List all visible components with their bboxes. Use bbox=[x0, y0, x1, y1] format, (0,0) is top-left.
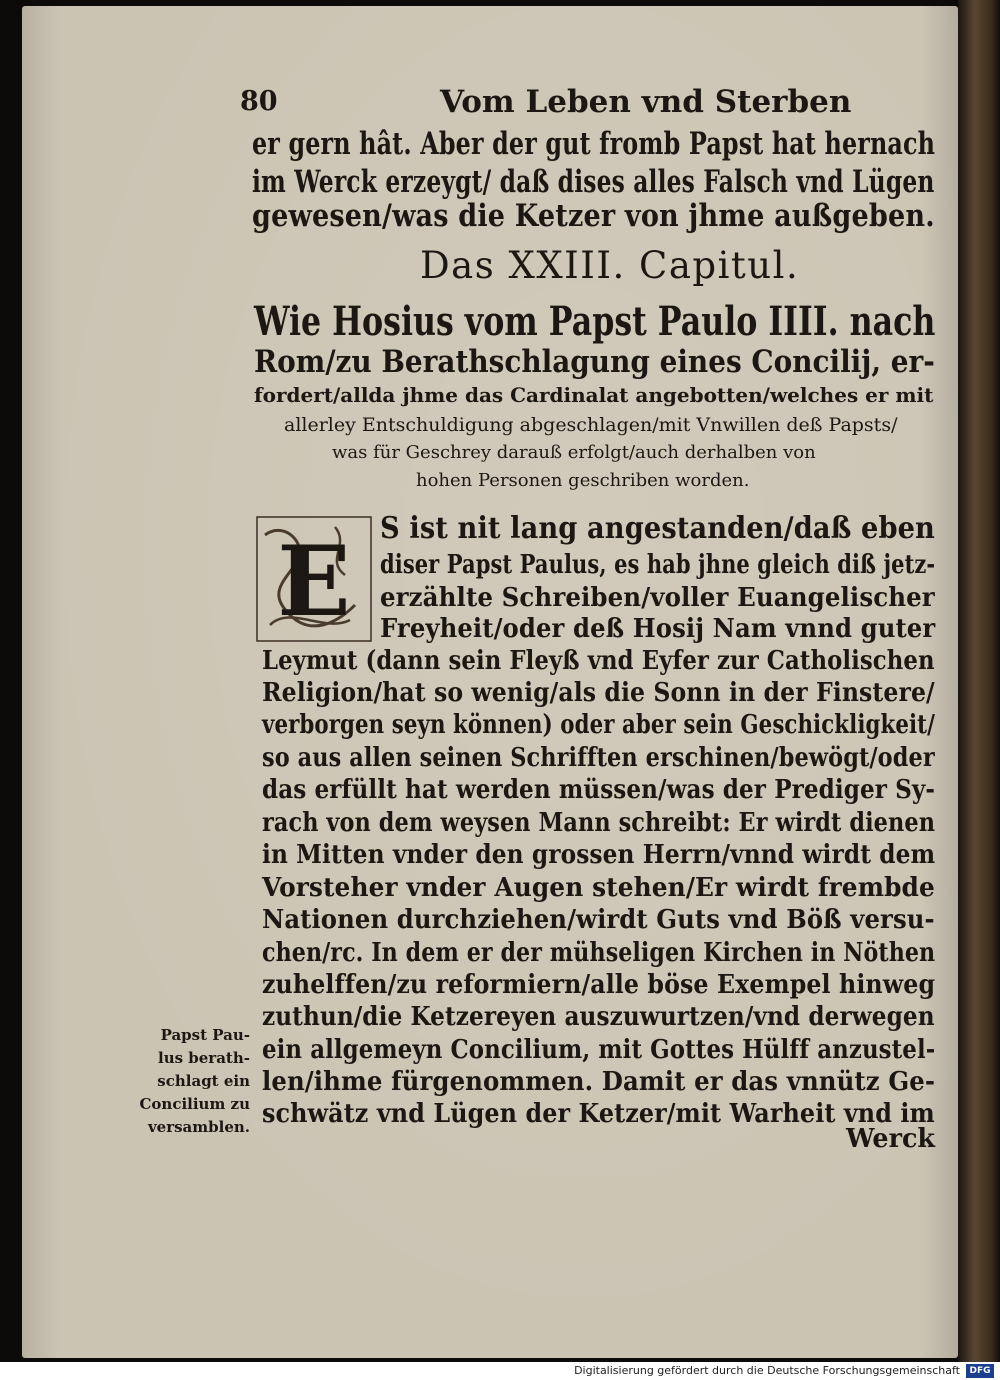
body-line: Leymut (dann sein Fleyß vnd Eyfer zur Catholischen bbox=[262, 646, 935, 676]
dfg-logo: DFG bbox=[966, 1364, 994, 1378]
body-line: Freyheit/oder deß Hosij Nam vnnd guter bbox=[380, 614, 936, 644]
initial-letter: E bbox=[277, 525, 351, 638]
chapter-summary-line: Wie Hosius vom Papst Paulo IIII. nach bbox=[254, 298, 936, 345]
book-edge bbox=[958, 0, 1000, 1362]
chapter-summary-line: fordert/allda jhme das Cardinalat angebotten/welches er mit bbox=[254, 383, 934, 407]
body-line: Vorsteher vnder Augen stehen/Er wirdt frembde bbox=[262, 873, 935, 903]
chapter-summary-line: was für Geschrey darauß erfolgt/auch derhalben von bbox=[332, 442, 816, 463]
body-line: so aus allen seinen Schrifften erschinen/bewögt/oder bbox=[262, 743, 935, 773]
marginal-note-line: lus berath- bbox=[158, 1049, 250, 1067]
body-line: schwätz vnd Lügen der Ketzer/mit Warheit vnd im bbox=[262, 1099, 935, 1129]
text-line: im Werck erzeygt/ daß dises alles Falsch vnd Lügen bbox=[252, 164, 935, 200]
text-line: er gern hât. Aber der gut fromb Papst hat hernach bbox=[252, 126, 936, 162]
body-line: len/ihme fürgenommen. Damit er das vnnütz Ge- bbox=[262, 1067, 936, 1097]
footer-credit: Digitalisierung gefördert durch die Deutsche Forschungsgemeinschaft bbox=[574, 1364, 960, 1377]
body-line: zuthun/die Ketzereyen auszuwurtzen/vnd derwegen bbox=[262, 1002, 935, 1032]
chapter-summary-line: Rom/zu Berathschlagung eines Concilij, er- bbox=[254, 344, 935, 380]
body-line: rach von dem weysen Mann schreibt: Er wirdt dienen bbox=[262, 808, 936, 838]
body-line: erzählte Schreiben/voller Euangelischer bbox=[380, 583, 935, 613]
marginal-note-line: schlagt ein bbox=[157, 1072, 250, 1090]
digitization-footer bbox=[0, 1362, 1000, 1380]
chapter-heading: Das XXIII. Capitul. bbox=[420, 244, 800, 287]
marginal-note-line: versamblen. bbox=[147, 1118, 250, 1136]
body-line: S ist nit lang angestanden/daß eben bbox=[380, 511, 935, 546]
chapter-summary-line: hohen Personen geschriben worden. bbox=[416, 470, 750, 491]
text-line: gewesen/was die Ketzer von jhme außgeben. bbox=[252, 198, 935, 234]
body-line: Nationen durchziehen/wirdt Guts vnd Böß versu- bbox=[262, 905, 935, 935]
chapter-summary-line: allerley Entschuldigung abgeschlagen/mit Vnwillen deß Papsts/ bbox=[284, 414, 898, 436]
body-line: ein allgemeyn Concilium, mit Gottes Hülff anzustel- bbox=[262, 1035, 936, 1065]
body-line: Religion/hat so wenig/als die Sonn in der Finstere/ bbox=[262, 678, 935, 708]
body-line: diser Papst Paulus, es hab jhne gleich diß jetz- bbox=[380, 550, 936, 580]
body-line: verborgen seyn können) oder aber sein Geschickligkeit/ bbox=[262, 710, 935, 740]
body-line: in Mitten vnder den grossen Herrn/vnnd wirdt dem bbox=[262, 840, 936, 870]
catchword: Werck bbox=[846, 1124, 935, 1154]
page-number: 80 bbox=[240, 86, 278, 117]
body-line: chen/rc. In dem er der mühseligen Kirchen in Nöthen bbox=[262, 938, 936, 968]
marginal-note-line: Concilium zu bbox=[139, 1095, 250, 1113]
body-line: das erfüllt hat werden müssen/was der Prediger Sy- bbox=[262, 775, 936, 805]
marginal-note-line: Papst Pau- bbox=[160, 1026, 250, 1044]
marginal-note bbox=[132, 1024, 250, 1139]
decorated-initial bbox=[255, 515, 373, 643]
body-line: zuhelffen/zu reformiern/alle böse Exempel hinweg bbox=[262, 970, 936, 1000]
running-head: Vom Leben vnd Sterben bbox=[440, 84, 852, 120]
